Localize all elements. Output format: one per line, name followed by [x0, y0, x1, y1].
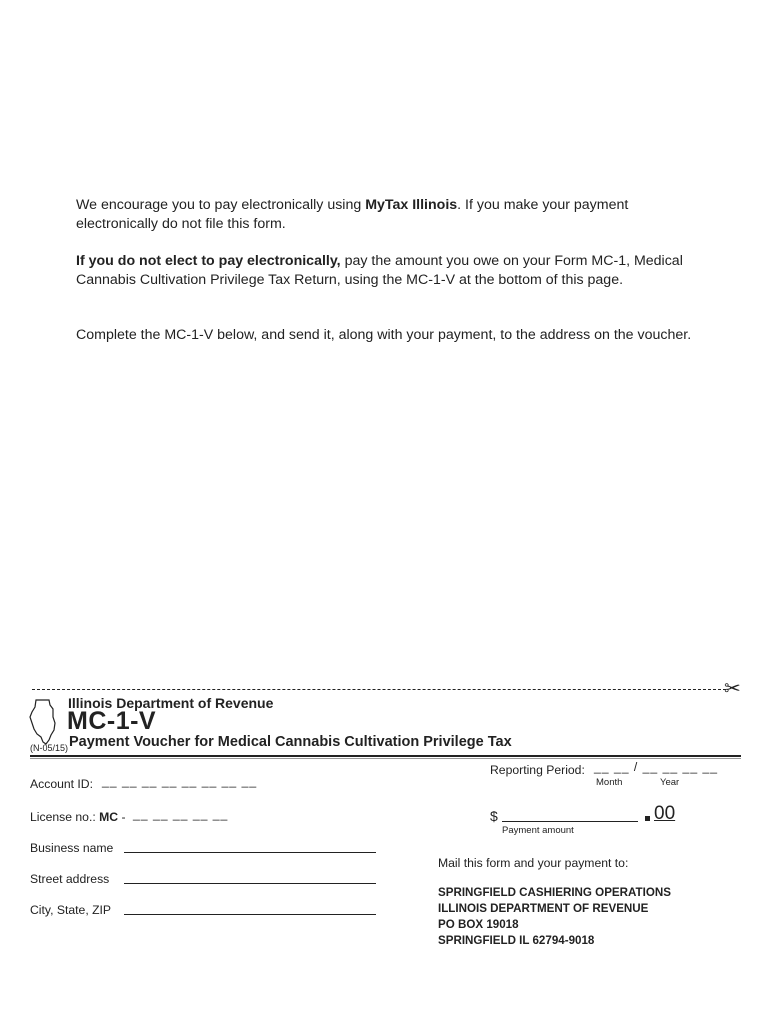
instruction-paragraph-3: Complete the MC-1-V below, and send it, along with your payment, to the address on the voucher.: [76, 327, 692, 343]
license-dash: -: [121, 810, 126, 824]
voucher-title: Payment Voucher for Medical Cannabis Cultivation Privilege Tax: [69, 734, 512, 750]
mailing-address-line: SPRINGFIELD IL 62794-9018: [438, 934, 595, 947]
instruction-paragraph-2: [76, 252, 696, 290]
department-name: Illinois Department of Revenue: [68, 695, 274, 711]
instruction-text: . If you make your payment electronically do not file this form.: [76, 197, 629, 232]
instruction-bold-text: If you do not elect to pay electronically,: [76, 253, 341, 269]
year-label: Year: [660, 777, 680, 788]
form-revision: (N-05/15): [30, 743, 69, 753]
illinois-outline-icon: [27, 697, 59, 747]
header-rule: [30, 755, 741, 757]
dollar-sign: $: [490, 808, 498, 824]
account-id-label: Account ID:: [30, 777, 93, 791]
payment-amount-field[interactable]: [502, 821, 638, 822]
instruction-paragraph-1: [76, 196, 696, 234]
instruction-text: We encourage you to pay electronically using: [76, 197, 366, 213]
city-state-zip-field[interactable]: [124, 914, 376, 915]
cut-line: [32, 689, 726, 690]
month-label: Month: [596, 777, 623, 788]
street-address-label: Street address: [30, 872, 110, 886]
city-state-zip-label: City, State, ZIP: [30, 903, 112, 917]
license-label: [30, 810, 126, 824]
instruction-text: pay the amount you owe on your Form MC-1, Medical Cannabis Cultivation Privilege Tax Return, using the MC-1-V at the bottom of this page.: [76, 253, 683, 288]
mailing-address-line: ILLINOIS DEPARTMENT OF REVENUE: [438, 902, 649, 915]
reporting-period-label: Reporting Period:: [490, 763, 585, 777]
business-name-field[interactable]: [124, 852, 376, 853]
account-id-field[interactable]: __ __ __ __ __ __ __ __: [102, 774, 258, 788]
license-number-field[interactable]: __ __ __ __ __: [133, 807, 229, 821]
license-label-text: License no.:: [30, 810, 96, 824]
cents-value: 00: [654, 803, 676, 824]
mail-instructions: Mail this form and your payment to:: [438, 856, 629, 870]
decimal-point: [645, 816, 650, 821]
mytax-illinois-text: MyTax Illinois: [365, 197, 458, 213]
license-prefix: MC: [99, 810, 119, 824]
street-address-field[interactable]: [124, 883, 376, 884]
scissors-icon: ✂: [724, 678, 741, 700]
header-rule-shadow: [30, 758, 741, 759]
payment-amount-label: Payment amount: [502, 825, 574, 836]
mailing-address-line: SPRINGFIELD CASHIERING OPERATIONS: [438, 886, 671, 899]
form-id: MC-1-V: [67, 707, 157, 735]
reporting-period-field[interactable]: __ __ / __ __ __ __: [594, 760, 719, 774]
mailing-address-line: PO BOX 19018: [438, 918, 519, 931]
business-name-label: Business name: [30, 841, 114, 855]
